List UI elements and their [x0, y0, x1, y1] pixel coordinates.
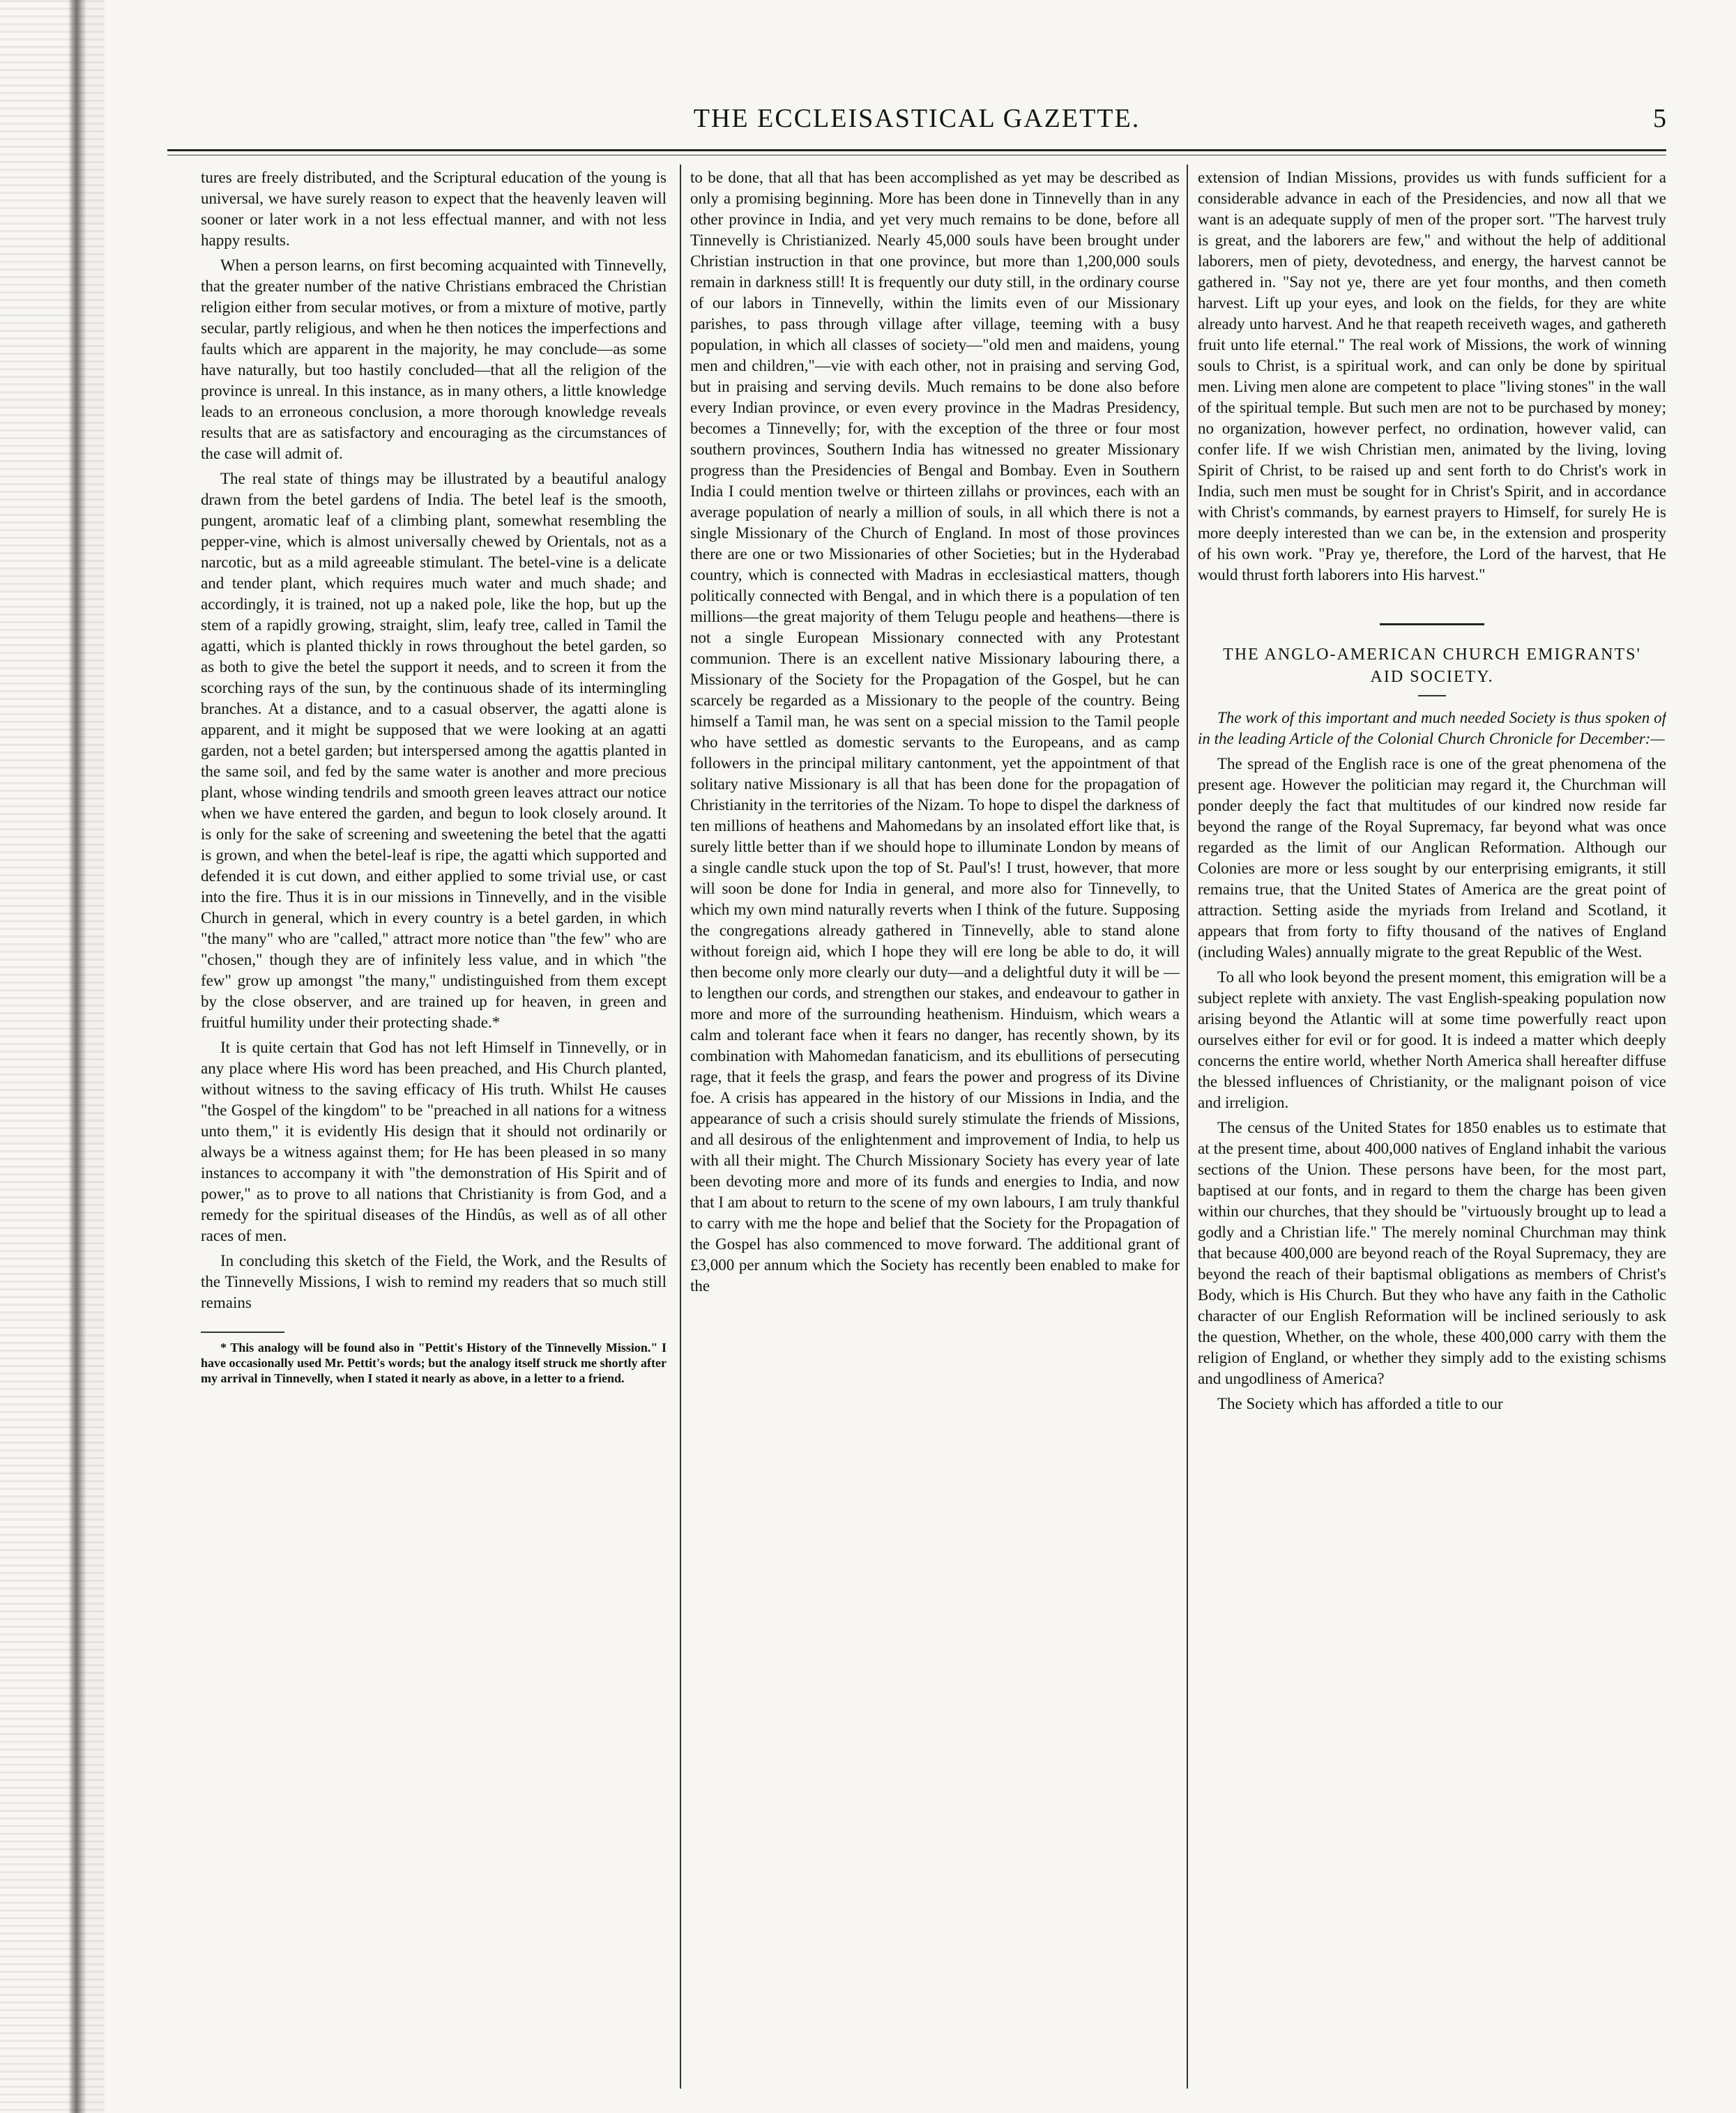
page-number: 5: [1653, 104, 1666, 133]
paragraph: The spread of the English race is one of the great phenomena of the present age. However the politician may regard it, the Churchman will ponder deeply the fact that multitudes of our kindred now reside far beyond the range of the Royal Supremacy, far beyond what was once regarded as the limit of our Anglican Reformation. Although our Colonies are more or less sought by our enterprising emigrants, it still remains true, that the United States of America are the great point of attraction. Setting aside the myriads from Ireland and Scotland, it appears that from forty to fifty thousand of the natives of England (including Wales) annually migrate to the great Republic of the West.: [1198, 755, 1666, 961]
paragraph: In concluding this sketch of the Field, the Work, and the Results of the Tinnevelly Missions, I wish to remind my readers that so much still remains: [201, 1252, 667, 1311]
paragraph: The Society which has afforded a title to our: [1217, 1395, 1503, 1412]
newspaper-title: THE ECCLEISASTICAL GAZETTE.: [693, 104, 1141, 133]
book-binding-edge: [0, 0, 105, 2113]
paragraph: The real state of things may be illustrated by a beautiful analogy drawn from the betel gardens of India. The betel leaf is the smooth, pungent, aromatic leaf of a climbing plant, somewhat resembling the pepper-vine, which is almost universally chewed by Orientals, not as a narcotic, but as a mild agreeable stimulant. The betel-vine is a delicate and tender plant, which requires much water and much shade; and accordingly, it is trained, not up a naked pole, like the hop, but up the stem of a rapidly growing, straight, slim, leafy tree, called in Tamil the agatti, which is planted thickly in rows throughout the betel garden, so as both to give the betel the support it needs, and to screen it from the scorching rays of the sun, by the continuous shade of its intermingling branches. At a distance, and to a casual observer, the agatti alone is apparent, and it might be supposed that we were looking at an agatti garden, not a betel garden; but interspersed among the agattis planted in the same soil, and fed by the same water is another and more precious plant, whose winding tendrils and smooth green leaves attract our notice when we have entered the garden, and begun to look closely around. It is only for the sake of screening and sweetening the betel that the agatti is grown, and when the betel-leaf is ripe, the agatti which supported and defended it is cut down, and either applied to some trivial use, or cast into the fire. Thus it is in our missions in Tinnevelly, and in the visible Church in general, which in every country is a betel garden, in which "the many" who are "called," attract more notice than "the few" who are "chosen," though they are of infinitely less value, and in which "the few" grow up amongst "the many," undistinguished from them except by the close observer, and are trained up for heaven, in green and fruitful humility under their protecting shade.*: [201, 470, 667, 1031]
section-heading: THE ANGLO-AMERICAN CHURCH EMIGRANTS' AID SOCIETY.: [1223, 646, 1641, 686]
section-dash: [1418, 695, 1446, 696]
paragraph: It is quite certain that God has not left Himself in Tinnevelly, or in any place where His word has been preached, and His Church planted, without witness to the saving efficacy of His truth. Whilst He causes "the Gospel of the kingdom" to be "preached in all nations for a witness unto them," it is evidently His design that it should not ordinarily or always be a witness against them; for He has been pleased in so many instances to accompany it with "the demonstration of His Spirit and of power," as to prove to all nations that Christianity is from God, and a remedy for the spiritual diseases of the Hindûs, as well as of all other races of men.: [201, 1039, 667, 1244]
column-divider: [680, 165, 681, 2089]
paragraph: When a person learns, on first becoming acquainted with Tinnevelly, that the greater number of the native Christians embraced the Christian religion either from secular motives, or from a mixture of motive, partly secular, partly religious, and when he then notices the imperfections and faults which are apparent in the majority, he may conclude—as some have naturally, but too hastily concluded—that all the religion of the province is unreal. In this instance, as in many others, a little knowledge leads to an erroneous conclusion, a more thorough knowledge reveals results that are as satisfactory and encouraging as the circumstances of the case will admit of.: [201, 257, 667, 462]
paragraph: to be done, that all that has been accomplished as yet may be described as only a promising beginning. More has been done in Tinnevelly than in any other province in India, and yet very much remains to be done, before all Tinnevelly is Christianized. Nearly 45,000 souls have been brought under Christian instruction in that one province, but more than 1,200,000 souls remain in darkness still! It is frequently our duty still, in the ordinary course of our labors in Tinnevelly, within the limits even of our Missionary parishes, to pass through village after village, teeming with a busy population, in which all classes of society—"old men and maidens, young men and children,"—vie with each other, not in praising and serving God, but in praising and serving devils. Much remains to be done also before every Indian province, or even every province in the Madras Presidency, becomes a Tinnevelly; for, with the exception of the three or four most southern provinces, Southern India has witnessed no greater Missionary progress than the Presidencies of Bengal and Bombay. Even in Southern India I could mention twelve or thirteen zillahs or provinces, each with an average population of nearly a million of souls, in all which there is not a single Missionary of the Church of England. In most of those provinces there are one or two Missionaries of other Societies; but in the Hyderabad country, which is connected with Madras in ecclesiastical matters, though politically connected with Bengal, and in which there is a population of ten millions—the great majority of them Telugu people and heathens—there is not a single European Missionary connected with any Protestant communion. There is an excellent native Missionary labouring there, a Missionary of the Society for the Propagation of the Gospel, but he can scarcely be regarded as a Missionary to the people of the country. Being himself a Tamil man, he was sent on a special mission to the Tamil people who have settled as domestic servants to the Europeans, and as camp followers in the principal military cantonment, yet the appointment of that solitary native Missionary is all that has been done for the propagation of Christianity in the territories of the Nizam. To hope to dispel the darkness of ten millions of heathens and Mahomedans by an insolated effort like that, is surely little better than if we should hope to illuminate London by means of a single candle stuck upon the top of St. Paul's! I trust, however, that more will soon be done for India in general, and more also for Tinnevelly, to which my own mind naturally reverts when I think of the future. Supposing the congregations already gathered in Tinnevelly, able to stand alone without foreign aid, which I hope they will ere long be able to do, it will then become only more clearly our duty—and a delightful duty it will be —to lengthen our cords, and strengthen our stakes, and endeavour to gather in more and more of the surrounding heathenism. Hinduism, which wears a calm and tolerant face when it fears no danger, has recently shown, by its combination with Mahomedan fanaticism, and its ebullitions of persecuting rage, that it feels the grasp, and fears the power and progress of its Divine foe. A crisis has appeared in the history of our Missions in India, and the appearance of such a crisis should surely stimulate the friends of Missions, and all desirous of the enlightenment and improvement of India, to help us with all their might. The Church Missionary Society has every year of late been devoting more and more of its funds and energies to India, and now that I am about to return to the scene of my own labours, I am truly thankful to carry with me the hope and belief that the Society for the Propagation of the Gospel has also commenced to move forward. The additional grant of £3,000 per annum which the Society has recently been enabled to make for the: [690, 169, 1180, 1295]
header-rule: [167, 149, 1666, 151]
paragraph: tures are freely distributed, and the Scriptural education of the young is universal, we have surely reason to expect that the heavenly leaven will sooner or later work in a not less effectual manner, and with not less happy results.: [201, 169, 667, 249]
lead-paragraph: The work of this important and much needed Society is thus spoken of in the leading Article of the Colonial Church Chronicle for December:—: [1198, 709, 1666, 747]
column-1: [201, 167, 667, 2105]
column-3: [1198, 167, 1666, 2105]
paragraph: The census of the United States for 1850 enables us to estimate that at the present time, about 400,000 natives of England inhabit the various sections of the Union. These persons have been, for the most part, baptised at our fonts, and in regard to them the charge has been given within our churches, that they should be "virtuously brought up to lead a godly and a Christian life." The merely nominal Churchman may think that because 400,000 are beyond reach of the Royal Supremacy, they are beyond the reach of their baptismal obligations as members of Christ's Body, which is His Church. But they who have any faith in the Catholic character of our English Reformation will be inclined seriously to ask the question, Whether, on the whole, these 400,000 carry with them the religion of England, or whether they simply add to the existing schisms and ungodliness of America?: [1198, 1119, 1666, 1387]
column-divider: [1187, 165, 1188, 2089]
paragraph: To all who look beyond the present moment, this emigration will be a subject replete with anxiety. The vast English-speaking population now arising beyond the Atlantic will at some time powerfully react upon ourselves either for evil or for good. It is indeed a matter which deeply concerns the entire world, whether North America shall hereafter diffuse the blessed influences of Christianity, or the malignant poison of vice and irreligion.: [1198, 968, 1666, 1111]
footnote: * This analogy will be found also in "Pettit's History of the Tinnevelly Mission." I have occasionally used Mr. Pettit's words; but the analogy itself struck me shortly after my arrival in Tinnevelly, when I stated it nearly as above, in a letter to a friend.: [201, 1341, 667, 1385]
footnote-rule: [201, 1332, 284, 1333]
paragraph: extension of Indian Missions, provides us with funds sufficient for a considerable advance in each of the Presidencies, and now all that we want is an adequate supply of men of the proper sort. "The harvest truly is great, and the laborers are few," and without the help of additional laborers, men of piety, devotedness, and energy, the harvest cannot be gathered in. "Say not ye, there are yet four months, and then cometh harvest. Lift up your eyes, and look on the fields, for they are white already unto harvest. And he that reapeth receiveth wages, and gathereth fruit unto life eternal." The real work of Missions, the work of winning souls to Christ, is a spiritual work, and can only be done by spiritual men. Living men alone are competent to place "living stones" in the wall of the spiritual temple. But such men are not to be purchased by money; no organization, however perfect, no ordination, however valid, can confer life. If we wish Christian men, animated by the living, loving Spirit of Christ, to be raised up and sent forth to do Christ's work in India, such men must be sought for in Christ's Spirit, and in accordance with Christ's commands, by earnest prayers to Himself, for surely He is more deeply interested than we can be, in the extension and prosperity of his own work. "Pray ye, therefore, the Lord of the harvest, that He would thrust forth laborers into His harvest.": [1198, 169, 1666, 583]
page-header: [167, 103, 1666, 146]
column-2: [690, 167, 1180, 2105]
section-rule: [1380, 623, 1484, 625]
